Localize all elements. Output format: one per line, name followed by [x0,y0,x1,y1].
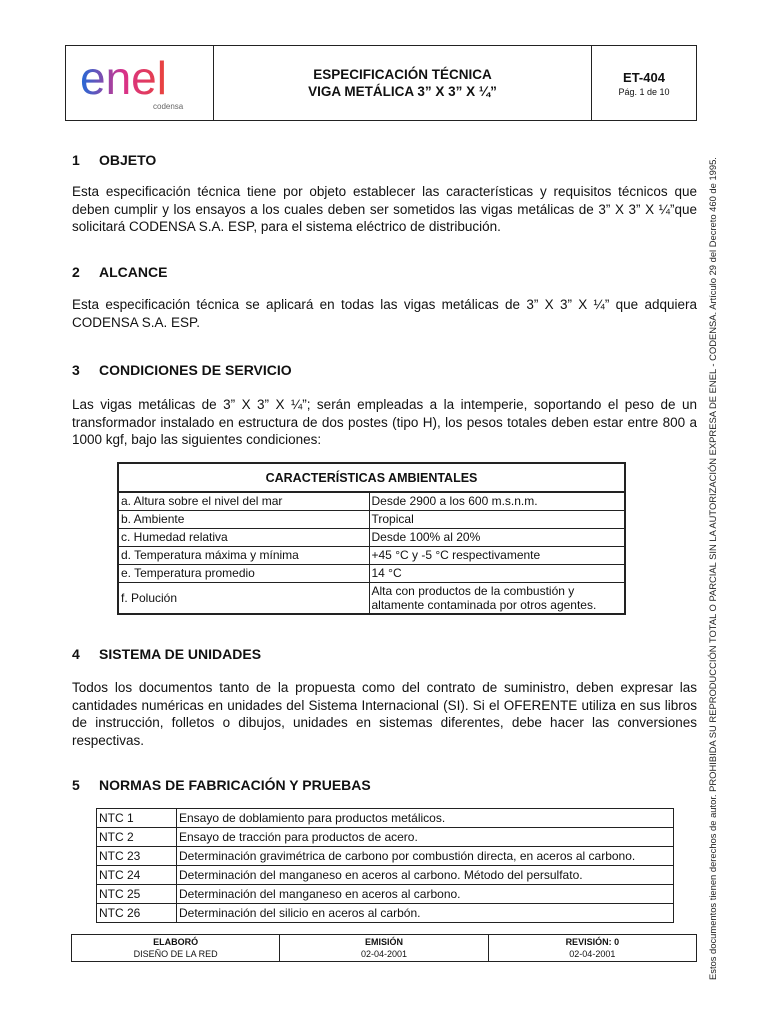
section-4-text: Todos los documentos tanto de la propuesta como del contrato de suministro, deben expresar las cantidades numéricas en unidades del Sistema Internacional (SI). Si el OFERENTE utiliza en sus libros de instrucción, folletos o dibujos, unidades en sistemas diferentes, debe hacer las conversiones respectivas. [72,680,697,748]
footer-emision [280,935,488,962]
table-row [97,885,674,904]
table-row [97,809,674,828]
page-number: Pág. 1 de 10 [618,86,670,97]
section-3-text: Las vigas metálicas de 3” X 3” X ¼”; serán empleadas a la intemperie, soportando el peso de un transformador instalado en estructura de dos postes (tipo H), los pesos totales deben estar entre 800 a 1000 kgf, bajo las siguientes condiciones: [72,397,697,447]
ntc-description: Ensayo de doblamiento para productos metálicos. [177,809,674,828]
section-2-heading: 2 ALCANCE [72,264,168,280]
table-row [97,866,674,885]
env-cell-value: Tropical [369,510,625,528]
section-4-heading: 4 SISTEMA DE UNIDADES [72,646,262,662]
standards-table [96,808,674,923]
table-row [118,492,625,510]
copyright-note: Estos documentos tienen derechos de autor. PROHIBIDA SU REPRODUCCIÓN TOTAL O PARCIAL SIN LA AUTORIZACIÓN EXPRESA DE ENEL - CODENSA. Artículo 29 del Decreto 460 de 1995. [707,157,718,980]
env-cell-value: 14 °C [369,564,625,582]
env-cell-label: c. Humedad relativa [118,528,369,546]
document-footer [71,934,697,962]
doc-title-line1: ESPECIFICACIÓN TÉCNICA [313,67,492,82]
ntc-code: NTC 26 [97,904,177,923]
env-cell-label: b. Ambiente [118,510,369,528]
env-cell-label: d. Temperatura máxima y mínima [118,546,369,564]
env-cell-value: +45 °C y -5 °C respectivamente [369,546,625,564]
logo-text: enel [80,56,167,104]
section-2-text: Esta especificación técnica se aplicará en todas las vigas metálicas de 3” X 3” X ¼” que adquiera CODENSA S.A. ESP. [72,297,697,330]
ntc-description: Determinación del silicio en aceros al carbón. [177,904,674,923]
env-cell-label: e. Temperatura promedio [118,564,369,582]
footer-revision-value: 02-04-2001 [569,949,616,959]
ntc-description: Ensayo de tracción para productos de acero. [177,828,674,847]
ntc-description: Determinación del manganeso en aceros al carbono. Método del persulfato. [177,866,674,885]
doc-code: ET-404 [623,69,665,85]
env-cell-label: a. Altura sobre el nivel del mar [118,492,369,510]
env-table-title: CARACTERÍSTICAS AMBIENTALES [118,463,625,492]
footer-revision [488,935,696,962]
section-5-heading: 5 NORMAS DE FABRICACIÓN Y PRUEBAS [72,777,371,793]
table-row [118,564,625,582]
doc-title-line2: VIGA METÁLICA 3” X 3” X ¼” [308,84,497,99]
ntc-code: NTC 2 [97,828,177,847]
environmental-table [117,462,626,615]
section-3-heading: 3 CONDICIONES DE SERVICIO [72,362,292,378]
table-row [118,582,625,614]
ntc-description: Determinación gravimétrica de carbono por combustión directa, en aceros al carbono. [177,847,674,866]
section-1-text: Esta especificación técnica tiene por objeto establecer las características y requisitos técnicos que deben cumplir y los ensayos a los cuales deben ser sometidos las vigas metálicas de 3” X 3” X ¼”que solicitará CODENSA S.A. ESP, para el sistema eléctrico de distribución. [72,184,697,234]
footer-revision-label: REVISIÓN: 0 [565,937,620,947]
table-row [118,510,625,528]
env-cell-value: Desde 100% al 20% [369,528,625,546]
env-cell-label: f. Polución [118,582,369,614]
document-header [65,45,697,121]
table-row [97,904,674,923]
footer-elaboro [72,935,280,962]
footer-elaboro-value: DISEÑO DE LA RED [133,949,218,959]
ntc-code: NTC 25 [97,885,177,904]
ntc-code: NTC 23 [97,847,177,866]
table-row [97,847,674,866]
section-1-heading: 1 OBJETO [72,152,157,168]
table-row [97,828,674,847]
footer-elaboro-label: ELABORÓ [153,937,199,947]
env-cell-value: Desde 2900 a los 600 m.s.n.m. [369,492,625,510]
env-cell-value: Alta con productos de la combustión y altamente contaminada por otros agentes. [369,582,625,614]
logo-subtitle: codensa [153,102,184,111]
ntc-description: Determinación del manganeso en aceros al carbono. [177,885,674,904]
title-cell [214,46,592,120]
ntc-code: NTC 1 [97,809,177,828]
enel-logo [78,56,202,106]
table-row [118,528,625,546]
footer-emision-value: 02-04-2001 [360,949,408,959]
logo-cell [66,46,214,120]
table-row [118,546,625,564]
footer-emision-label: EMISIÓN [364,937,403,947]
ntc-code: NTC 24 [97,866,177,885]
code-cell [592,46,696,120]
